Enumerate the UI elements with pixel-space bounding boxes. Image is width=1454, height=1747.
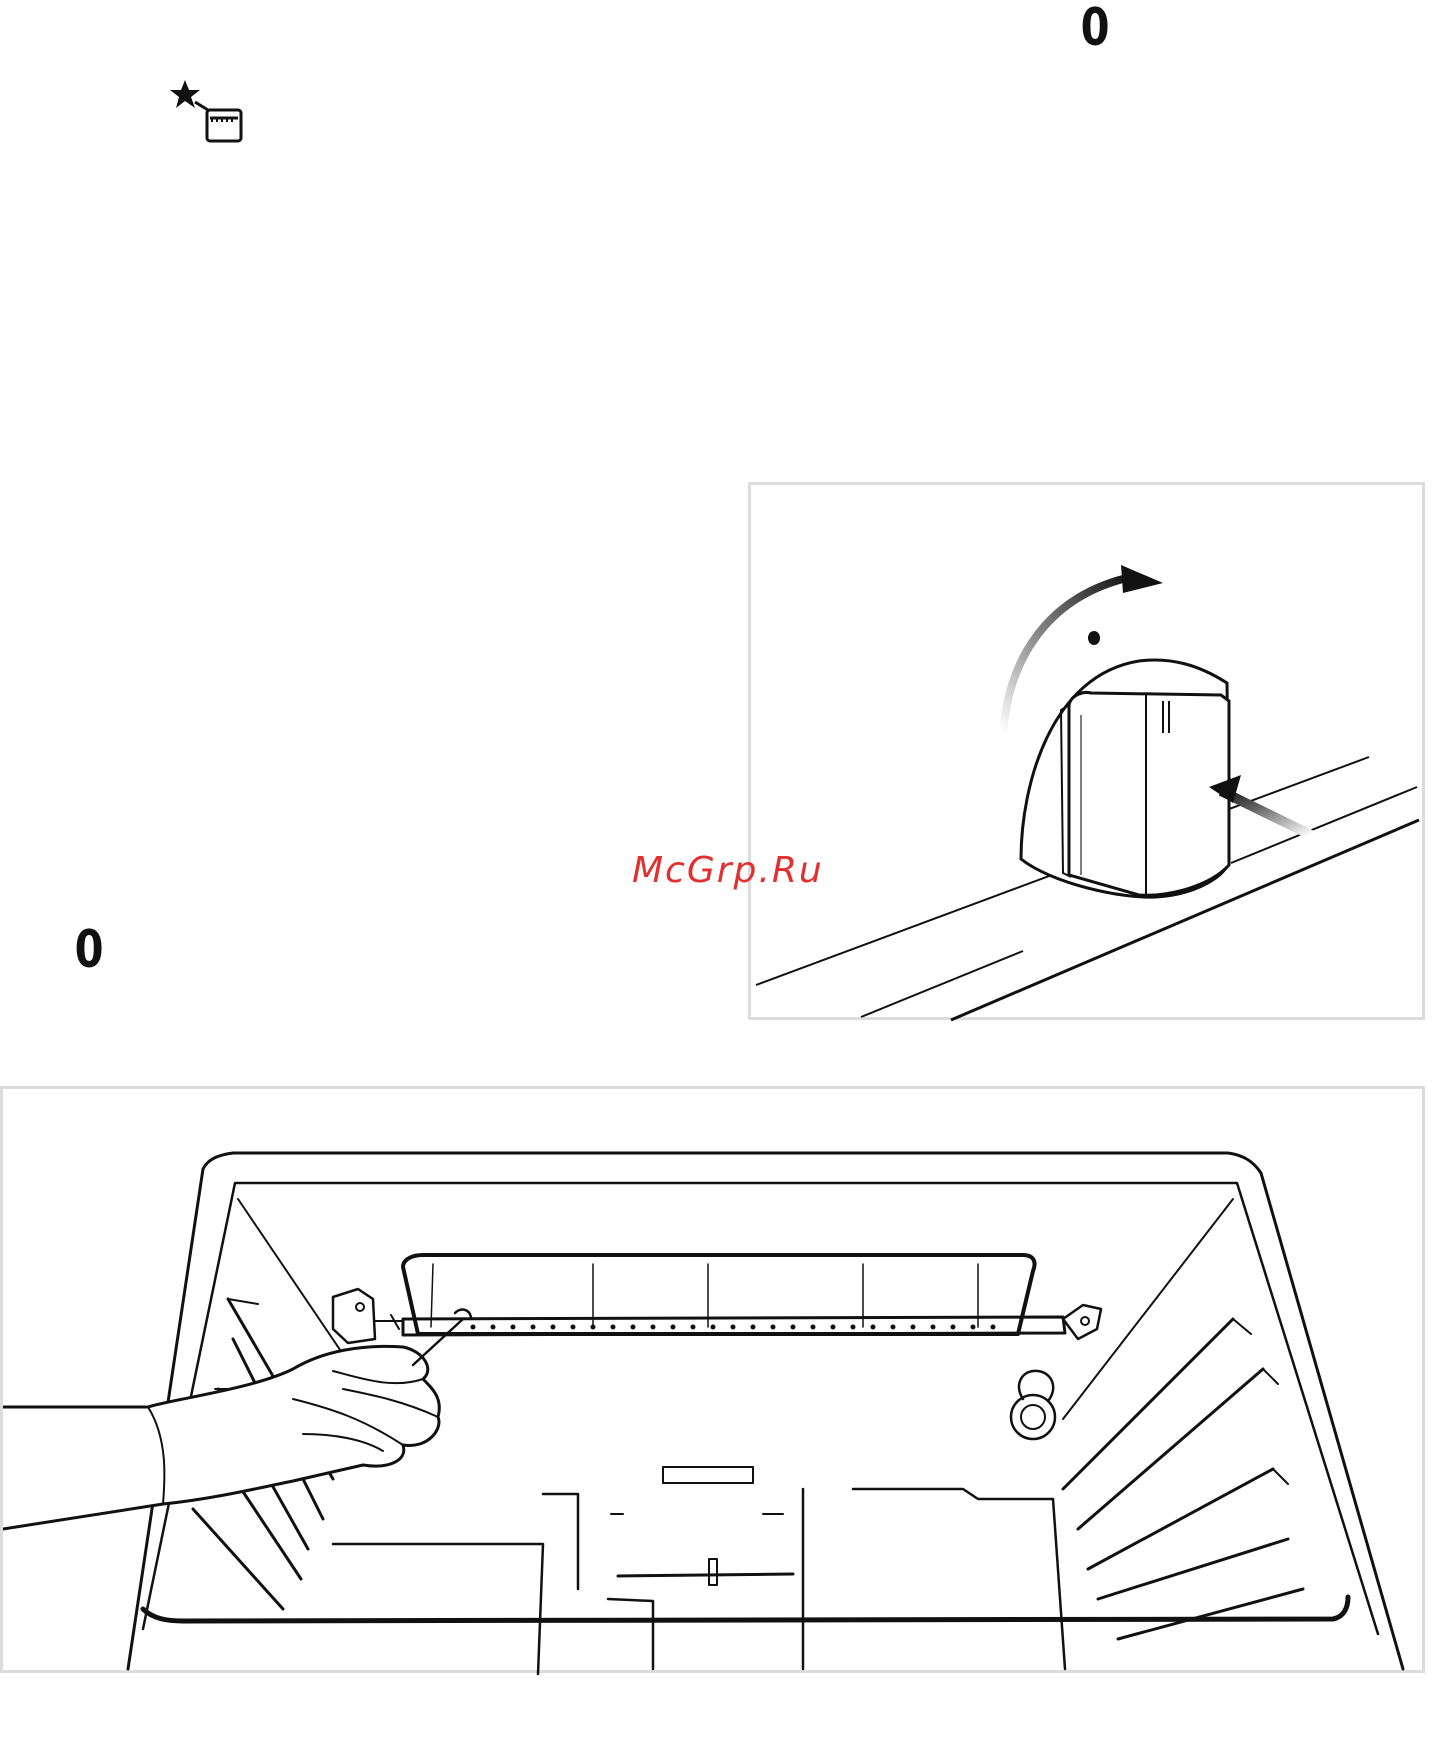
zero-position-symbol-left: 0 [74, 920, 104, 980]
oven-burner-lighting-illustration [3, 1089, 1428, 1676]
oven-light-star-icon [168, 78, 248, 148]
knob-illustration-frame [748, 482, 1425, 1020]
knob-push-turn-illustration [751, 485, 1428, 1023]
watermark-text: McGrp.Ru [632, 850, 824, 891]
oven-burner-illustration-frame [0, 1086, 1425, 1673]
zero-position-symbol-top: 0 [1080, 0, 1110, 58]
